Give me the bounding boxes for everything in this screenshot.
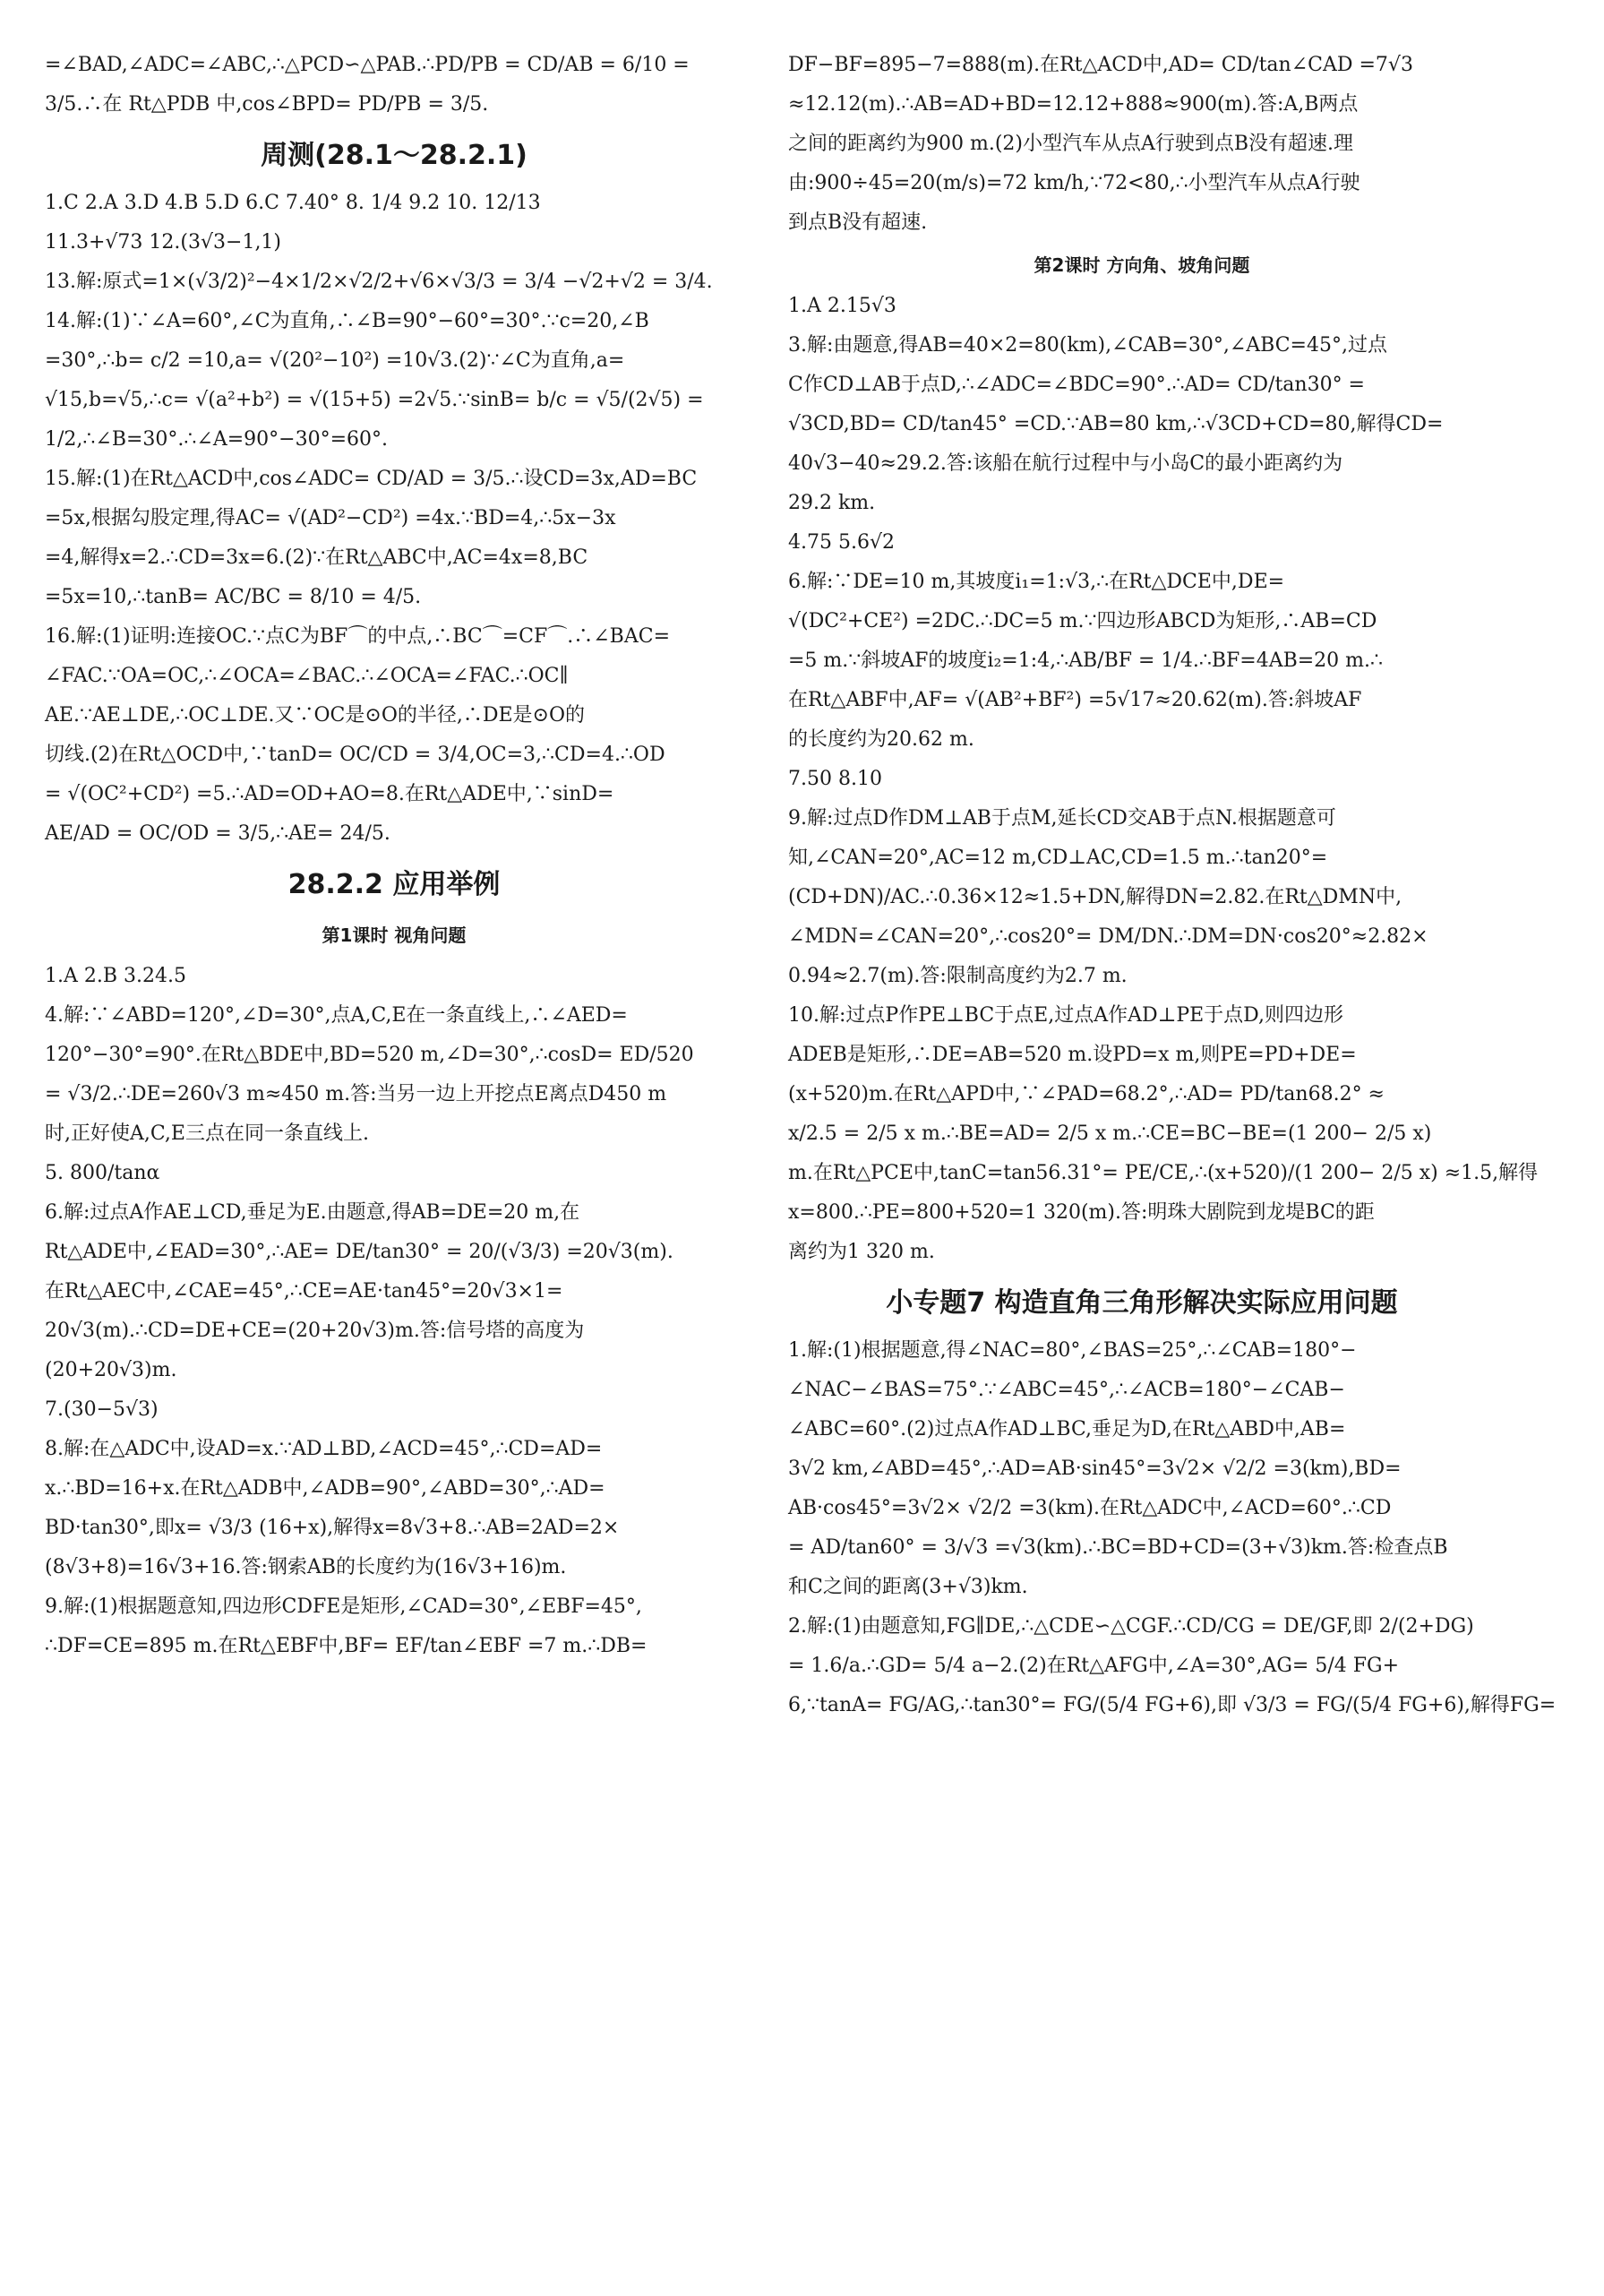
text-line: 11.3+√73 12.(3√3−1,1): [45, 231, 282, 254]
text-line: √15,b=√5,∴c= √(a²+b²) = √(15+5) =2√5.∵sinB= b/c = √5/(2√5) =: [45, 389, 704, 411]
text-line: =5x,根据勾股定理,得AC= √(AD²−CD²) =4x.∵BD=4,∴5x−3x: [45, 507, 616, 529]
text-line: 8.解:在△ADC中,设AD=x.∵AD⊥BD,∠ACD=45°,∴CD=AD=: [45, 1438, 603, 1460]
text-line: = AD/tan60° = 3/√3 =√3(km).∴BC=BD+CD=(3+√3)km.答:检查点B: [788, 1536, 1448, 1559]
text-line: 0.94≈2.7(m).答:限制高度约为2.7 m.: [788, 965, 1128, 987]
text-line: 在Rt△AEC中,∠CAE=45°,∴CE=AE·tan45°=20√3×1=: [45, 1280, 563, 1303]
section-heading: 第1课时 视角问题: [322, 924, 467, 946]
text-line: =4,解得x=2.∴CD=3x=6.(2)∵在Rt△ABC中,AC=4x=8,BC: [45, 546, 588, 569]
text-line: 的长度约为20.62 m.: [788, 728, 974, 751]
text-line: = √(OC²+CD²) =5.∴AD=OD+AO=8.在Rt△ADE中,∵sinD=: [45, 783, 614, 805]
text-line: =∠BAD,∠ADC=∠ABC,∴△PCD∽△PAB.∴PD/PB = CD/AB = 6/10 =: [45, 54, 690, 76]
text-line: ≈12.12(m).∴AB=AD+BD=12.12+888≈900(m).答:A,B两点: [788, 93, 1359, 116]
text-line: x.∴BD=16+x.在Rt△ADB中,∠ADB=90°,∠ABD=30°,∴AD=: [45, 1477, 605, 1500]
text-line: 16.解:(1)证明:连接OC.∵点C为BF⌒的中点,∴BC⌒=CF⌒.∴∠BAC=: [45, 625, 670, 648]
text-line: (CD+DN)/AC.∴0.36×12≈1.5+DN,解得DN=2.82.在Rt△DMN中,: [788, 886, 1402, 908]
text-line: DF−BF=895−7=888(m).在Rt△ACD中,AD= CD/tan∠CAD =7√3: [788, 54, 1413, 76]
text-line: 5. 800/tanα: [45, 1162, 160, 1184]
text-line: √3CD,BD= CD/tan45° =CD.∵AB=80 km,∴√3CD+CD=80,解得CD=: [788, 413, 1444, 435]
text-line: BD·tan30°,即x= √3/3 (16+x),解得x=8√3+8.∴AB=2AD=2×: [45, 1517, 620, 1539]
text-line: ∠MDN=∠CAN=20°,∴cos20°= DM/DN.∴DM=DN·cos20°≈2.82×: [788, 925, 1428, 948]
text-line: 时,正好使A,C,E三点在同一条直线上.: [45, 1122, 369, 1145]
section-heading: 28.2.2 应用举例: [287, 869, 501, 900]
text-line: 切线.(2)在Rt△OCD中,∵tanD= OC/CD = 3/4,OC=3,∴CD=4.∴OD: [45, 744, 665, 766]
text-line: 3.解:由题意,得AB=40×2=80(km),∠CAB=30°,∠ABC=45°,过点: [788, 334, 1387, 357]
text-line: 6.解:∵DE=10 m,其坡度i₁=1:√3,∴在Rt△DCE中,DE=: [788, 571, 1285, 593]
text-line: x=800.∴PE=800+520=1 320(m).答:明珠大剧院到龙堤BC的距: [788, 1201, 1375, 1224]
text-line: 离约为1 320 m.: [788, 1241, 935, 1263]
text-line: = 1.6/a.∴GD= 5/4 a−2.(2)在Rt△AFG中,∠A=30°,AG= 5/4 FG+: [788, 1655, 1400, 1677]
text-line: ∠ABC=60°.(2)过点A作AD⊥BC,垂足为D,在Rt△ABD中,AB=: [788, 1418, 1346, 1440]
left-column: [45, 54, 743, 1674]
text-line: 1.解:(1)根据题意,得∠NAC=80°,∠BAS=25°,∴∠CAB=180°−: [788, 1339, 1357, 1362]
text-line: 9.解:过点D作DM⊥AB于点M,延长CD交AB于点N.根据题意可: [788, 807, 1336, 830]
text-line: 14.解:(1)∵∠A=60°,∠C为直角,∴∠B=90°−60°=30°.∵c=20,∠B: [45, 310, 649, 332]
right-column: [788, 54, 1557, 1733]
section-heading: 周测(28.1～28.2.1): [261, 140, 528, 171]
text-line: 之间的距离约为900 m.(2)小型汽车从点A行驶到点B没有超速.理: [788, 133, 1354, 155]
text-line: =30°,∴b= c/2 =10,a= √(20²−10²) =10√3.(2)∵∠C为直角,a=: [45, 349, 625, 372]
text-line: 29.2 km.: [788, 492, 876, 514]
text-line: 3√2 km,∠ABD=45°,∴AD=AB·sin45°=3√2× √2/2 =3(km),BD=: [788, 1458, 1402, 1480]
section-heading: 第2课时 方向角、坡角问题: [1034, 254, 1250, 276]
text-line: 120°−30°=90°.在Rt△BDE中,BD=520 m,∠D=30°,∴cosD= ED/520: [45, 1044, 694, 1066]
text-line: 7.(30−5√3): [45, 1398, 159, 1421]
text-line: 2.解:(1)由题意知,FG∥DE,∴△CDE∽△CGF.∴CD/CG = DE/GF,即 2/(2+DG): [788, 1615, 1474, 1638]
text-line: AB·cos45°=3√2× √2/2 =3(km).在Rt△ADC中,∠ACD=60°.∴CD: [788, 1497, 1392, 1519]
text-line: (x+520)m.在Rt△APD中,∵∠PAD=68.2°,∴AD= PD/tan68.2° ≈: [788, 1083, 1385, 1105]
text-line: (20+20√3)m.: [45, 1359, 177, 1381]
text-line: =5x=10,∴tanB= AC/BC = 8/10 = 4/5.: [45, 586, 422, 608]
text-line: 9.解:(1)根据题意知,四边形CDFE是矩形,∠CAD=30°,∠EBF=45°,: [45, 1595, 642, 1618]
text-line: 到点B没有超速.: [788, 211, 928, 234]
text-line: 和C之间的距离(3+√3)km.: [788, 1576, 1028, 1598]
text-line: m.在Rt△PCE中,tanC=tan56.31°= PE/CE,∴(x+520)/(1 200− 2/5 x) ≈1.5,解得: [788, 1162, 1539, 1184]
text-line: ∠NAC−∠BAS=75°.∵∠ABC=45°,∴∠ACB=180°−∠CAB−: [788, 1379, 1345, 1401]
text-line: ∴DF=CE=895 m.在Rt△EBF中,BF= EF/tan∠EBF =7 m.∴DB=: [45, 1635, 648, 1657]
text-line: = √3/2.∴DE=260√3 m≈450 m.答:当另一边上开挖点E离点D450 m: [45, 1083, 667, 1105]
text-line: ∠FAC.∵OA=OC,∴∠OCA=∠BAC.∴∠OCA=∠FAC.∴OC∥: [45, 665, 569, 687]
text-line: 20√3(m).∴CD=DE+CE=(20+20√3)m.答:信号塔的高度为: [45, 1320, 585, 1342]
text-line: 知,∠CAN=20°,AC=12 m,CD⊥AC,CD=1.5 m.∴tan20°=: [788, 847, 1328, 869]
text-line: 40√3−40≈29.2.答:该船在航行过程中与小岛C的最小距离约为: [788, 452, 1343, 475]
text-line: (8√3+8)=16√3+16.答:钢索AB的长度约为(16√3+16)m.: [45, 1556, 567, 1578]
text-line: 10.解:过点P作PE⊥BC于点E,过点A作AD⊥PE于点D,则四边形: [788, 1004, 1344, 1027]
text-line: 1/2,∴∠B=30°.∴∠A=90°−30°=60°.: [45, 428, 389, 451]
text-line: 在Rt△ABF中,AF= √(AB²+BF²) =5√17≈20.62(m).答:斜坡AF: [788, 689, 1362, 711]
text-line: 6.解:过点A作AE⊥CD,垂足为E.由题意,得AB=DE=20 m,在: [45, 1201, 580, 1224]
text-line: AE/AD = OC/OD = 3/5,∴AE= 24/5.: [45, 822, 390, 845]
text-line: 由:900÷45=20(m/s)=72 km/h,∵72<80,∴小型汽车从点A行驶: [788, 172, 1360, 194]
text-line: 4.75 5.6√2: [788, 531, 895, 554]
text-line: =5 m.∵斜坡AF的坡度i₂=1:4,∴AB/BF = 1/4.∴BF=4AB=20 m.∴: [788, 649, 1384, 672]
text-line: Rt△ADE中,∠EAD=30°,∴AE= DE/tan30° = 20/(√3/3) =20√3(m).: [45, 1241, 673, 1263]
text-line: 1.C 2.A 3.D 4.B 5.D 6.C 7.40° 8. 1/4 9.2 10. 12/13: [45, 192, 541, 214]
text-line: ADEB是矩形,∴DE=AB=520 m.设PD=x m,则PE=PD+DE=: [788, 1044, 1357, 1066]
text-line: 15.解:(1)在Rt△ACD中,cos∠ADC= CD/AD = 3/5.∴设CD=3x,AD=BC: [45, 468, 698, 490]
text-line: √(DC²+CE²) =2DC.∴DC=5 m.∵四边形ABCD为矩形,∴AB=CD: [788, 610, 1377, 632]
text-line: 13.解:原式=1×(√3/2)²−4×1/2×√2/2+√6×√3/3 = 3/4 −√2+√2 = 3/4.: [45, 271, 713, 293]
text-line: 3/5.∴在 Rt△PDB 中,cos∠BPD= PD/PB = 3/5.: [45, 93, 489, 116]
section-heading: 小专题7 构造直角三角形解决实际应用问题: [886, 1287, 1398, 1319]
text-line: 6,∵tanA= FG/AG,∴tan30°= FG/(5/4 FG+6),即 √3/3 = FG/(5/4 FG+6),解得FG=: [788, 1694, 1557, 1716]
text-line: 1.A 2.B 3.24.5: [45, 965, 186, 987]
text-line: 4.解:∵∠ABD=120°,∠D=30°,点A,C,E在一条直线上,∴∠AED=: [45, 1004, 628, 1027]
text-line: C作CD⊥AB于点D,∴∠ADC=∠BDC=90°.∴AD= CD/tan30° =: [788, 374, 1365, 396]
text-line: 1.A 2.15√3: [788, 295, 896, 317]
text-line: AE.∵AE⊥DE,∴OC⊥DE.又∵OC是⊙O的半径,∴DE是⊙O的: [45, 704, 586, 727]
text-line: x/2.5 = 2/5 x m.∴BE=AD= 2/5 x m.∴CE=BC−BE=(1 200− 2/5 x): [788, 1122, 1432, 1145]
text-line: 7.50 8.10: [788, 768, 882, 790]
